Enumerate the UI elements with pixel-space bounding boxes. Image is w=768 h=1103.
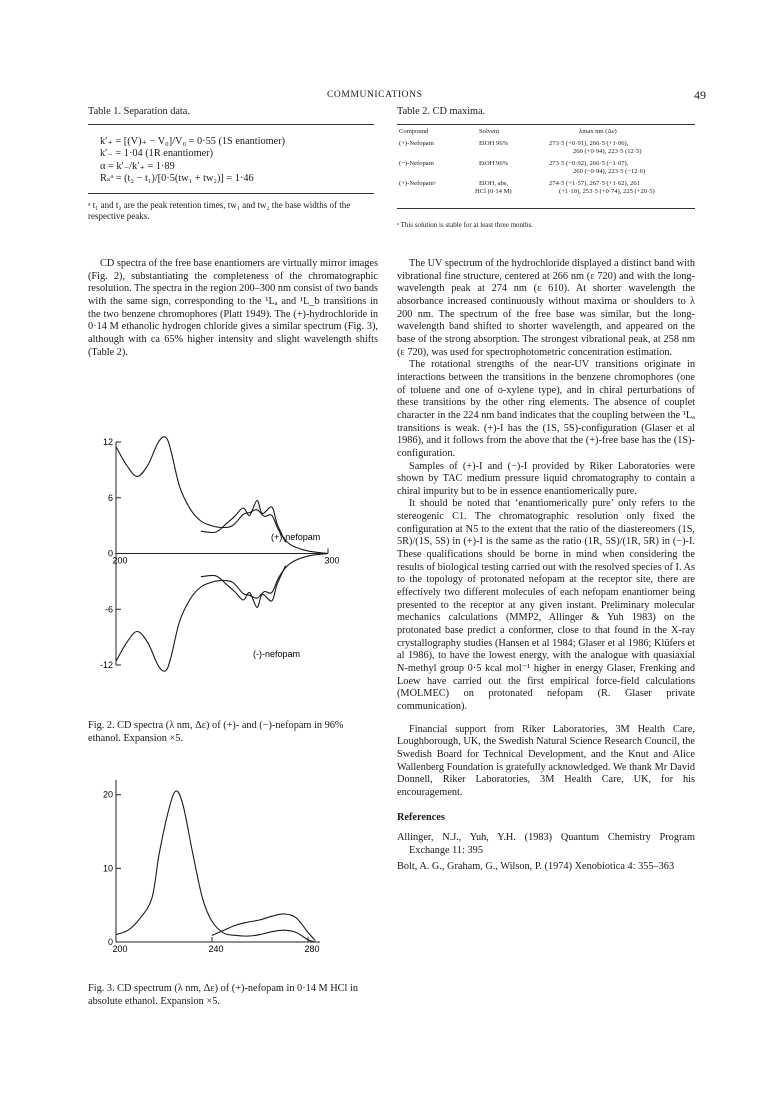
table2-footnote: ᵃ This solution is stable for at least three months. <box>397 221 533 229</box>
table1-row: k′₊ = [(V)₊ − V₀]/V₀ = 0·55 (1S enantiomer) <box>100 136 286 147</box>
fig2-x-tick-label: 300 <box>324 555 340 566</box>
reference-item: Allinger, N.J., Yuh, Y.H. (1983) Quantum Chemistry Program Exchange 11: 395 <box>397 832 695 856</box>
left-paragraph <box>88 258 378 359</box>
right-paragraph: It should be noted that ‘enantiomerically pure’ only refers to the stereogenic C1. The chromatographic resolution only fixed the configuration at N5 to the extent that the ratio of the diastereomers (1S, 5R)/(1S, 5S) in (+)-I is the same as the ratio (1R, 5S)/(1R, 5R) in (−)-I. These qualifications should be borne in mind when considering the results of biological testing carried out with the resolved species of I. As to the topology of protonated nefopam at the receptor site, there are effectively two different molecules of each nefopam enantiomer being presented to the receptor at any given instant. Preliminary molecular mechanics calculations (MMP2, Allinger & Yuh 1983) on the protonated base predict a conformer, close to that found in the X-ray crystallography studies (Hansen et al 1984; Glaser et al 1986; Klüfers et al 1986), to have the lowest energy, with the analogue with quasiaxial N-methyl group 0·5 kcal mol⁻¹ higher in energy Glaser, Frenking and Loew have carried out the first empirical force-field calculations (MOLMEC) on protonated nefopam (R. Glaser private communication). <box>397 498 695 712</box>
table2-header-lambda: λmax nm (Δε) <box>579 128 617 135</box>
table2-cell-compound: (−)-Nefopam <box>399 160 434 167</box>
table1-footnote: ᵃ t₁ and t₂ are the peak retention times, tw₁ and tw₂ the base widths of the respective peaks. <box>88 200 351 221</box>
table2-cell-solvent: EtOH 96% <box>479 160 509 167</box>
table1-row: α = k′₋/k′₊ = 1·89 <box>100 160 175 172</box>
fig3-lines <box>116 791 315 942</box>
fig3-y-tick-label: 20 <box>102 789 113 800</box>
right-paragraph: The UV spectrum of the hydrochloride displayed a distinct band with vibrational fine structure, centered at 266 nm (ε 720) and with the long-wavelength peak at 274 nm (ε 610). At shorter wavelength the absorbance increased continuously without maxima or shoulders to λ 200 nm. The spectrum of the free base was similar, but the long-wavelength band shifted to shorter wavelength, and appeared on the base of the strong absorption. The strongest vibrational peak, at 258 nm (ε 720), was used for spectrophotometric concentration estimation. <box>397 258 695 358</box>
table1-top-rule <box>88 124 374 125</box>
right-paragraph: The rotational strengths of the near-UV transitions originate in interactions between the transitions in the benzene chromophores (one of toluene and one of o-xylene type), and in chiral perturbations of these transitions by the other ring elements. The absence of couplet character in the 224 nm band indicates that the coupling between the ¹Lₐ transitions is weak. (+)-I has the (1S, 5S)-configuration (Glaser et al 1986), and it follows from the above that the (+)-free base has the (1S)-configuration. <box>397 359 695 459</box>
table1-title: Table 1. Separation data. <box>88 106 190 117</box>
table2-title: Table 2. CD maxima. <box>397 106 486 117</box>
table1-row: Rₛᵃ = (t₂ − t₁)/[0·5(tw₁ + tw₂)] = 1·46 <box>100 173 254 185</box>
fig2-label-minus: (-)-nefopam <box>253 649 301 659</box>
fig3-x-tick-label: 240 <box>208 944 224 954</box>
table2-cell-lambda: 273·5 (−0·92), 266·5 (−1·07), <box>549 160 629 167</box>
reference-item: Bolt, A. G., Graham, G., Wilson, P. (1974) Xenobiotica 4: 355–363 <box>397 860 675 872</box>
table2-cell-lambda: 260 (−0·94), 223·5 (−12·6) <box>573 168 646 175</box>
fig3-caption: Fig. 3. CD spectrum (λ nm, Δε) of (+)-nefopam in 0·14 M HCl in absolute ethanol. Expansion ×5. <box>88 983 358 1007</box>
left-paragraph-text: CD spectra of the free base enantiomers are virtually mirror images (Fig. 2), substantiating the completeness of the chromatographic resolution. The spectra in the region 200–300 nm consist of two bands with the same sign, corresponding to the ¹Lₐ and ¹L_b transitions in the two benzene chromophores (Platt 1949). The (+)-hydrochloride in 0·14 M ethanolic hydrogen chloride gives a similar spectrum (Fig. 3), although with ca 65% higher intensity and slight wavelength shifts (Table 2). <box>88 258 378 358</box>
table2-cell-lambda: 274·5 (+1·57), 267·5 (+1·62), 261 <box>549 180 640 187</box>
right-paragraph: Samples of (+)-I and (−)-I provided by Riker Laboratories were shown by TAC medium pressure liquid chromatography to contain a chiral impurity but to be in essence enantiomerically pure. <box>397 460 695 497</box>
right-column <box>397 258 695 876</box>
fig3-x-tick-label: 200 <box>112 944 128 954</box>
table2-cell-compound: (+)-Nefopam <box>399 140 434 147</box>
references-heading: References <box>397 811 445 823</box>
table2-cell-solvent: HCl (0·14 M) <box>475 188 512 195</box>
fig2-x-tick-label: 200 <box>112 555 128 566</box>
fig2-series-line <box>201 566 286 608</box>
fig3-axes <box>116 780 320 942</box>
table2-cell-solvent: EtOH 96% <box>479 140 509 147</box>
table2-cell-lambda: 273·5 (+0·91), 266·5 (+1·06), <box>549 140 629 147</box>
fig2-y-tick-label: 12 <box>102 437 113 447</box>
table2-cell-lambda: (+1·10), 253·5 (+0·74), 225 (+20·5) <box>559 188 655 195</box>
fig2-y-tick-label: -12 <box>99 660 113 670</box>
table1-bottom-rule <box>88 193 374 194</box>
fig3-y-tick-label: 10 <box>102 863 113 874</box>
table2-top-rule <box>397 124 695 125</box>
table2-cell-solvent: EtOH, abs, <box>479 180 509 187</box>
fig3-chart <box>88 760 378 980</box>
table2-body <box>397 128 695 208</box>
fig3-x-tick-label: 280 <box>304 944 320 954</box>
table2-header-solvent: Solvent <box>479 128 500 135</box>
table2-bottom-rule <box>397 208 695 209</box>
fig2-y-tick-label: 6 <box>107 492 113 503</box>
running-head: COMMUNICATIONS <box>327 90 423 100</box>
fig2-axes <box>116 442 328 665</box>
fig3-series-line <box>116 791 315 942</box>
table2-header-compound: Compound <box>399 128 429 135</box>
fig3-y-tick-label: 0 <box>107 937 113 947</box>
references <box>397 812 695 874</box>
acknowledgement-paragraph: Financial support from Riker Laboratories, 3M Health Care, Loughborough, UK, the Swedish Natural Science Research Council, the Swedish Board for Technical Development, and the Knut and Alice Wallenberg Foundation is gratefully acknowledged. We thank Mr David Donnell, Riker Laboratories, 3M Health Care, UK, for his encouragement. <box>397 723 695 798</box>
fig2-caption: Fig. 2. CD spectra (λ nm, Δε) of (+)- and (−)-nefopam in 96% ethanol. Expansion ×5. <box>88 720 344 744</box>
page-number: 49 <box>694 88 706 102</box>
table2-cell-compound: (+)-Nefopamᵃ <box>399 180 436 187</box>
table2-cell-lambda: 260 (+0·94), 223·5 (12·5) <box>573 148 642 155</box>
fig3-ticks <box>103 790 320 954</box>
fig2-y-tick-label: -6 <box>104 604 113 615</box>
fig3-series-line <box>212 914 315 941</box>
table1-row: k′₋ = 1·04 (1R enantiomer) <box>100 148 214 160</box>
fig2-label-plus: (+)-nefopam <box>271 532 321 542</box>
fig2-chart <box>88 410 378 694</box>
fig2-y-tick-label: 0 <box>107 548 113 559</box>
table1-body <box>100 136 285 186</box>
